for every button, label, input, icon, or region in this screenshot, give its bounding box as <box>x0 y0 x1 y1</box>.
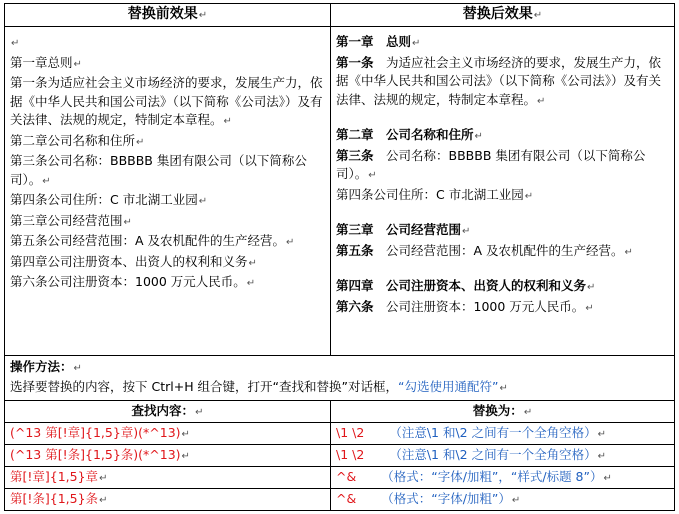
after-article-6: 第六条 公司注册资本：1000 万元人民币。↵ <box>336 298 594 314</box>
after-chapter-3-title: 第三章 公司经营范围↵ <box>336 222 471 237</box>
before-line: 第二章公司名称和住所↵ <box>10 132 145 148</box>
before-line: 第一章总则↵ <box>10 54 82 70</box>
replace-pattern: ^& （格式：“字体/加粗”，“样式/标题 8”）↵ <box>331 467 675 489</box>
replace-pattern: \1 \2 （注意\1 和\2 之间有一个全角空格）↵ <box>331 445 675 467</box>
wildcard-hint: “勾选使用通配符” <box>398 379 499 394</box>
comparison-table <box>4 3 675 511</box>
before-header: 替换前效果↵ <box>5 4 331 27</box>
before-line: 第三条公司名称：BBBBB 集团有限公司（以下简称公司）。↵ <box>10 153 307 187</box>
before-line: ↵ <box>11 38 20 49</box>
find-pattern: (^13 第[!章]{1,5}章)(*^13)↵ <box>5 423 331 445</box>
after-article-4: 第四条公司住所：C 市北湖工业园↵ <box>336 186 534 202</box>
before-line: 第六条公司注册资本：1000 万元人民币。↵ <box>10 274 256 289</box>
after-article-5: 第五条 公司经营范围：A 及农机配件的生产经营。↵ <box>336 242 633 258</box>
after-chapter-4-title: 第四章 公司注册资本、出资人的权利和义务↵ <box>336 278 596 293</box>
table-row <box>5 445 675 467</box>
before-content <box>5 27 331 356</box>
operation-text: 选择要替换的内容，按下 Ctrl+H 组合键，打开“查找和替换”对话框， <box>10 379 399 394</box>
after-article-1: 第一条 为适应社会主义市场经济的要求，发展生产力，依据《中华人民共和国公司法》（以下简称《公司法》）及有关法律、法规的规定，特制定本章程。↵ <box>336 54 662 107</box>
before-line: 第四条公司住所：C 市北湖工业园↵ <box>10 192 208 207</box>
before-line: 第四章公司注册资本、出资人的权利和义务↵ <box>10 253 257 269</box>
find-column-header: 查找内容：↵ <box>5 401 331 423</box>
after-chapter-2-title: 第二章 公司名称和住所↵ <box>336 127 483 142</box>
table-row <box>5 489 675 511</box>
replace-pattern: \1 \2 （注意\1 和\2 之间有一个全角空格）↵ <box>331 423 675 445</box>
operation-title: 操作方法： <box>10 359 73 374</box>
operation-section: 操作方法：↵ 选择要替换的内容，按下 Ctrl+H 组合键，打开“查找和替换”对话框，“勾选使用通配符”↵ <box>5 356 675 401</box>
table-row <box>5 467 675 489</box>
table-row <box>5 423 675 445</box>
after-content <box>331 27 675 356</box>
before-line: 第五条公司经营范围：A 及农机配件的生产经营。↵ <box>10 233 295 248</box>
find-pattern: (^13 第[!条]{1,5}条)(*^13)↵ <box>5 445 331 467</box>
before-line: 第三章公司经营范围↵ <box>10 212 132 228</box>
find-pattern: 第[!章]{1,5}章↵ <box>5 467 331 489</box>
find-pattern: 第[!条]{1,5}条↵ <box>5 489 331 511</box>
after-chapter-1-title: 第一章 总则↵ <box>336 34 421 49</box>
replace-column-header: 替换为：↵ <box>331 401 675 423</box>
before-line: 第一条为适应社会主义市场经济的要求，发展生产力，依据《中华人民共和国公司法》（以下简称《公司法》）及有关法律、法规的规定，特制定本章程。↵ <box>10 75 323 127</box>
after-article-3: 第三条 公司名称：BBBBB 集团有限公司（以下简称公司）。↵ <box>336 147 646 181</box>
replace-pattern: ^& （格式：“字体/加粗”）↵ <box>331 489 675 511</box>
after-header: 替换后效果↵ <box>331 4 675 27</box>
